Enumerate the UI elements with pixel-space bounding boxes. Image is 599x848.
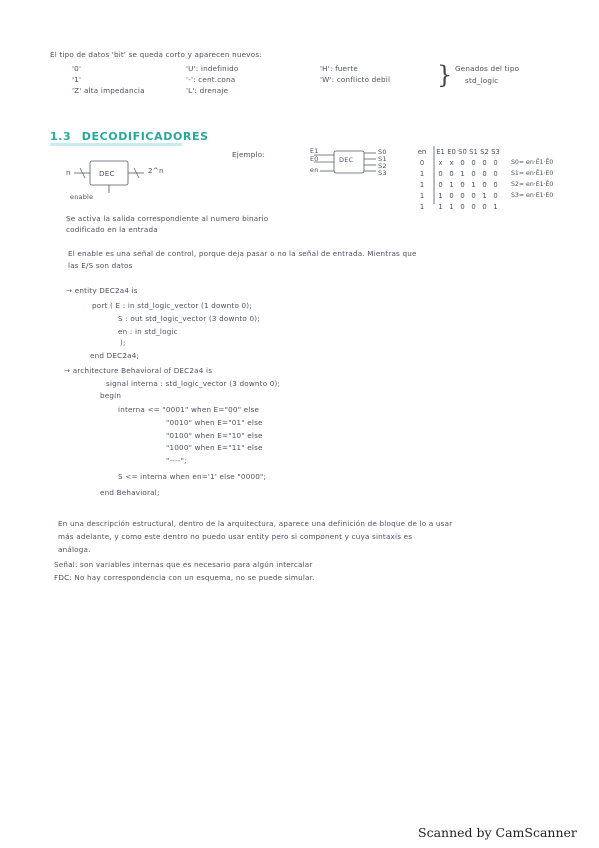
code-line-6: end DEC2a4;: [90, 351, 140, 360]
table-cell: 1: [449, 180, 454, 189]
table-divider: [433, 146, 435, 206]
note-line-2: codificado en la entrada: [66, 225, 158, 234]
brace-note-1: Genados del tipo: [455, 64, 520, 73]
note-line-1: Se activa la salida correspondiente al numero binario: [66, 214, 269, 223]
col-header: E0: [447, 147, 456, 156]
col-header: E1: [436, 147, 445, 156]
code-line-7: → architecture Behavioral of DEC2a4 is: [64, 366, 213, 375]
table-cell: 1: [419, 202, 425, 211]
example-input-e0: E0: [310, 155, 319, 163]
note-line-4: las E/S son datos: [68, 261, 133, 270]
table-row: [415, 157, 553, 168]
code-line-13: "1000" when E="11" else: [166, 443, 263, 452]
table-row: [415, 179, 553, 190]
equation-s1: S1= en·Ē1·E0: [511, 170, 554, 177]
code-line-16: end Behavioral;: [100, 488, 160, 497]
brace-symbol: }: [437, 61, 453, 89]
table-cell: x: [438, 158, 443, 167]
table-cell: 0: [419, 158, 425, 167]
intro-value-w: 'W': conflicto debil: [320, 75, 391, 84]
table-cell: 0: [471, 158, 476, 167]
table-row: [415, 201, 553, 212]
code-line-8: signal interna : std_logic_vector (3 downto 0);: [106, 379, 281, 388]
table-cell: 1: [482, 191, 487, 200]
closing-line-2: más adelante, y como este dentro no puedo usar entity pero si component y cuya sintaxis es: [58, 532, 413, 541]
table-cell: 0: [482, 158, 487, 167]
table-cell: 1: [419, 180, 425, 189]
table-cell: 0: [460, 202, 465, 211]
table-cell: 1: [419, 169, 425, 178]
code-line-15: S <= interna when en='1' else "0000";: [118, 472, 267, 481]
code-line-5: );: [120, 338, 126, 347]
table-cell: 0: [493, 169, 498, 178]
closing-line-3: análoga.: [58, 545, 91, 554]
example-input-e1: E1: [310, 147, 319, 155]
example-dec-label: DEC: [339, 156, 354, 164]
closing-line-1: En una descripción estructural, dentro de la arquitectura, aparece una definición de bloque de lo a usar: [58, 519, 453, 528]
equation-s3: S3= en·E1·E0: [511, 192, 554, 199]
example-output-s0: S0: [378, 148, 387, 156]
scanner-watermark: Scanned by CamScanner: [418, 825, 577, 840]
example-output-s1: S1: [378, 155, 387, 163]
table-cell: 0: [493, 191, 498, 200]
diagram-n-label: n: [66, 168, 71, 177]
note-line-3: El enable es una señal de control, porque deja pasar o no la señal de entrada. Mientras que: [68, 249, 417, 258]
code-line-12: "0100" when E="10" else: [166, 431, 263, 440]
table-row: [415, 190, 553, 201]
code-line-3: S : out std_logic_vector (3 downto 0);: [118, 314, 260, 323]
section-title: [50, 130, 209, 143]
col-header: en: [417, 147, 427, 156]
title-highlight: [50, 143, 182, 146]
intro-value-h: 'H': fuerte: [320, 64, 358, 73]
code-line-1: → entity DEC2a4 is: [66, 286, 138, 295]
table-cell: 0: [449, 169, 454, 178]
code-line-4: en : in std_logic: [118, 327, 178, 336]
table-cell: 0: [460, 158, 465, 167]
table-cell: 0: [493, 158, 498, 167]
table-cell: 1: [449, 202, 454, 211]
table-cell: 0: [493, 180, 498, 189]
intro-value-z: 'Z' alta impedancia: [72, 86, 145, 95]
table-cell: 1: [460, 169, 465, 178]
table-cell: 0: [482, 169, 487, 178]
example-output-s2: S2: [378, 162, 387, 170]
intro-value-1: '1': [72, 75, 82, 84]
col-header: S0: [458, 147, 467, 156]
section-number: 1.3: [50, 130, 72, 143]
table-cell: 1: [438, 191, 443, 200]
equation-s0: S0= en·Ē1·Ē0: [511, 159, 554, 166]
code-line-9: begin: [100, 391, 122, 400]
intro-value-0: '0': [72, 64, 82, 73]
diagram-dec-label: DEC: [99, 169, 115, 178]
table-row: [415, 168, 553, 179]
table-cell: 1: [493, 202, 498, 211]
table-cell: 1: [419, 191, 425, 200]
intro-value-u: 'U': indefinido: [186, 64, 239, 73]
code-line-14: "----";: [166, 456, 187, 465]
col-header: S2: [480, 147, 489, 156]
table-cell: 0: [438, 180, 443, 189]
section-title-text: DECODIFICADORES: [81, 130, 209, 143]
diagram-enable-label: enable: [70, 193, 94, 201]
closing-line-4: Señal: son variables internas que es necesario para algún intercalar: [54, 560, 313, 569]
code-line-10: interna <= "0001" when E="00" else: [118, 405, 260, 414]
truth-table: [415, 146, 553, 212]
intro-value-l: 'L': drenaje: [186, 86, 229, 95]
table-cell: 1: [438, 202, 443, 211]
truth-table-header: [415, 146, 553, 157]
table-cell: x: [449, 158, 454, 167]
example-label: Ejemplo:: [232, 150, 265, 159]
intro-line: El tipo de datos 'bit' se queda corto y aparecen nuevos:: [50, 50, 262, 59]
table-cell: 0: [482, 180, 487, 189]
equation-s2: S2= en·E1·Ē0: [511, 181, 554, 188]
table-cell: 0: [471, 191, 476, 200]
table-cell: 0: [438, 169, 443, 178]
closing-line-5: FDC: No hay correspondencia con un esquema, no se puede simular.: [54, 573, 315, 582]
intro-value-dash: '-': cent.cona: [186, 75, 236, 84]
col-header: S1: [469, 147, 478, 156]
table-cell: 0: [471, 202, 476, 211]
brace-note-2: std_logic: [465, 76, 499, 85]
example-input-en: en: [310, 166, 319, 174]
table-cell: 0: [460, 180, 465, 189]
code-line-11: "0010" when E="01" else: [166, 418, 263, 427]
table-cell: 1: [471, 180, 476, 189]
code-line-2: port ( E : in std_logic_vector (1 downto 0);: [92, 301, 252, 310]
table-cell: 0: [471, 169, 476, 178]
example-output-s3: S3: [378, 169, 387, 177]
col-header: S3: [491, 147, 500, 156]
table-cell: 0: [449, 191, 454, 200]
table-cell: 0: [460, 191, 465, 200]
diagram-out-label: 2^n: [148, 166, 164, 175]
table-cell: 0: [482, 202, 487, 211]
